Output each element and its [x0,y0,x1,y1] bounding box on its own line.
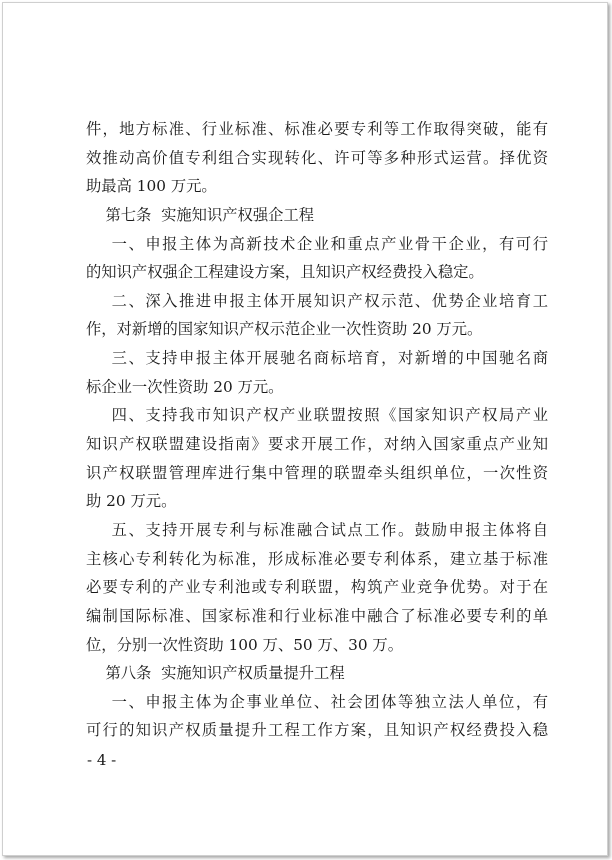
text-line: 第八条 实施知识产权质量提升工程 [86,664,345,683]
text-line: 作，对新增的国家知识产权示范企业一次性资助 20 万元。 [86,320,483,339]
text-line: 一、申报主体为高新技术企业和重点产业骨干企业，有可行 [86,234,548,253]
page-number: - 4 - [87,751,117,769]
body-text [86,115,548,745]
text-line: 必要专利的产业专利池或专利联盟，构筑产业竞争优势。对于在 [86,578,548,597]
text-line: 识产权联盟管理库进行集中管理的联盟牵头组织单位，一次性资 [86,463,548,482]
text-line: 的知识产权强企工程建设方案，且知识产权经费投入稳定。 [86,263,484,282]
text-line: 件，地方标准、行业标准、标准必要专利等工作取得突破，能有 [86,120,548,138]
text-line: 可行的知识产权质量提升工程工作方案，且知识产权经费投入稳 [86,721,548,740]
text-line: 五、支持开展专利与标准融合试点工作。鼓励申报主体将自 [86,520,548,539]
text-line: 四、支持我市知识产权产业联盟按照《国家知识产权局产业 [86,406,548,425]
text-line: 标企业一次性资助 20 万元。 [86,377,284,396]
text-line: 助 20 万元。 [86,492,177,511]
text-line: 二、深入推进申报主体开展知识产权示范、优势企业培育工 [86,291,548,310]
text-line: 知识产权联盟建设指南》要求开展工作，对纳入国家重点产业知 [86,435,548,454]
text-line: 第七条 实施知识产权强企工程 [86,205,315,224]
text-line: 位，分别一次性资助 100 万、50 万、30 万。 [86,635,404,654]
text-line: 三、支持申报主体开展驰名商标培育，对新增的中国驰名商 [86,349,548,368]
text-line: 助最高 100 万元。 [86,177,217,196]
text-line: 主核心专利转化为标准，形成标准必要专利体系，建立基于标准 [86,549,548,568]
text-line: 编制国际标准、国家标准和行业标准中融合了标准必要专利的单 [86,606,548,625]
text-line: 效推动高价值专利组合实现转化、许可等多种形式运营。择优资 [86,148,548,167]
document-page [2,2,608,856]
text-line: 一、申报主体为企事业单位、社会团体等独立法人单位，有 [86,692,548,711]
